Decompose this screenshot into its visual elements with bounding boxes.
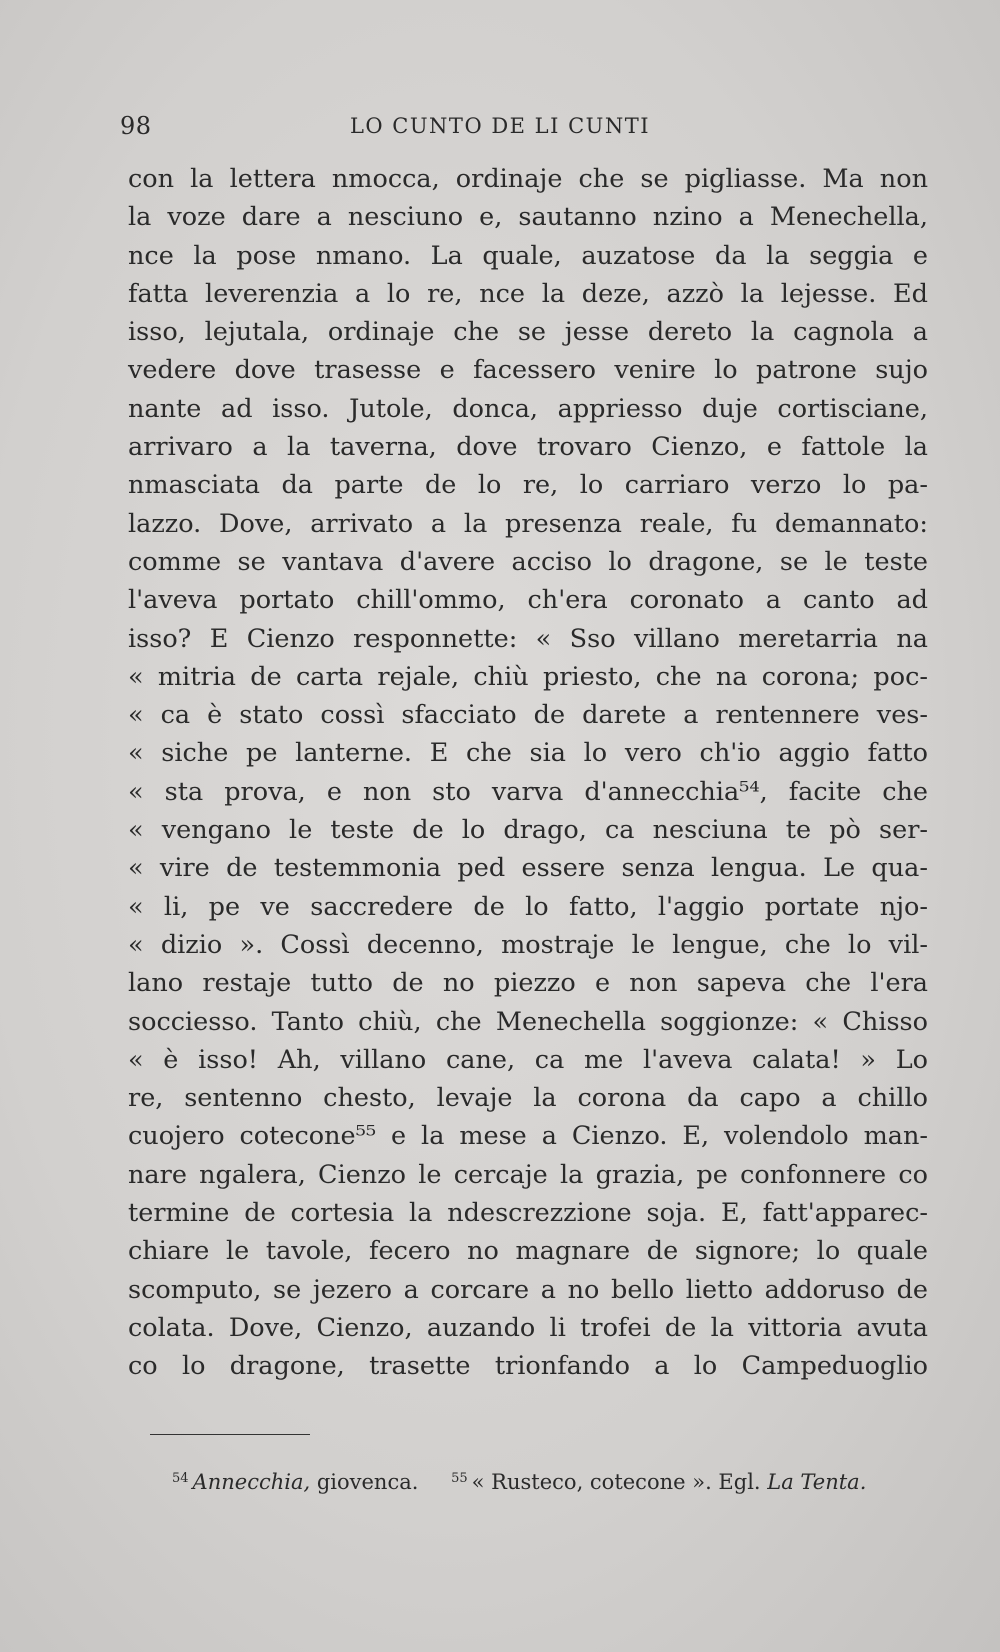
text-line: « dizio ». Cossì decenno, mostraje le lengue, che lo vil- (128, 929, 928, 960)
body-text (128, 160, 928, 1386)
text-line: « vengano le teste de lo drago, ca nesciuna te pò ser- (128, 815, 928, 846)
text-line: nante ad isso. Jutole, donca, appriesso duje cortisciane, (128, 393, 928, 424)
page-number: 98 (120, 112, 152, 140)
text-line: vedere dove trasesse e facessero venire lo patrone sujo (128, 355, 928, 386)
text-line: « li, pe ve saccredere de lo fatto, l'aggio portate njo- (128, 891, 928, 922)
footnote-term: Annecchia, (192, 1470, 311, 1494)
text-line: isso, lejutala, ordinaje che se jesse dereto la cagnola a (128, 317, 928, 348)
footnote-gloss: giovenca. (310, 1470, 419, 1494)
text-line: chiare le tavole, fecero no magnare de signore; lo quale (128, 1236, 928, 1267)
text-line: fatta leverenzia a lo re, nce la deze, azzò la lejesse. Ed (128, 278, 928, 309)
footnote-gloss: « Rusteco, cotecone ». Egl. (471, 1470, 768, 1494)
text-line: comme se vantava d'avere acciso lo dragone, se le teste (128, 546, 928, 577)
text-line: scomputo, se jezero a corcare a no bello lietto addoruso de (128, 1274, 928, 1305)
text-line: cuojero cotecone⁵⁵ e la mese a Cienzo. E, volendolo man- (128, 1121, 928, 1152)
text-line: termine de cortesia la ndescrezzione soja. E, fatt'apparec- (128, 1198, 928, 1229)
text-line: nce la pose nmano. La quale, auzatose da la seggia e (128, 240, 928, 271)
text-line: arrivaro a la taverna, dove trovaro Cienzo, e fattole la (128, 432, 928, 463)
text-line: l'aveva portato chill'ommo, ch'era coronato a canto ad (128, 585, 928, 616)
footnote-55 (451, 1470, 866, 1494)
footnote-marker: 55 (451, 1471, 468, 1486)
text-line: socciesso. Tanto chiù, che Menechella soggionze: « Chisso (128, 1006, 928, 1037)
text-line: con la lettera nmocca, ordinaje che se pigliasse. Ma non (128, 164, 928, 194)
text-line: « vire de testemmonia ped essere senza lengua. Le qua- (128, 853, 928, 884)
footnote-marker: 54 (172, 1471, 189, 1486)
text-line: « siche pe lanterne. E che sia lo vero ch'io aggio fatto (128, 738, 928, 769)
text-line: « sta prova, e non sto varva d'annecchia⁵⁴, facite che (128, 776, 928, 807)
footnotes (172, 1470, 928, 1494)
footnote-54 (172, 1470, 418, 1494)
text-line: nare ngalera, Cienzo le cercaje la grazia, pe confonnere co (128, 1159, 928, 1190)
page-header (120, 112, 880, 152)
text-line: « mitria de carta rejale, chiù priesto, che na corona; poc- (128, 661, 928, 692)
text-line: lano restaje tutto de no piezzo e non sapeva che l'era (128, 968, 928, 999)
footnote-source: La Tenta. (767, 1470, 867, 1494)
text-line: « ca è stato cossì sfacciato de darete a rentennere ves- (128, 700, 928, 731)
text-line: « è isso! Ah, villano cane, ca me l'aveva calata! » Lo (128, 1044, 928, 1075)
text-line: nmasciata da parte de lo re, lo carriaro verzo lo pa- (128, 470, 928, 501)
text-line: re, sentenno chesto, levaje la corona da capo a chillo (128, 1083, 928, 1114)
text-line: lazzo. Dove, arrivato a la presenza reale, fu demannato: (128, 508, 928, 539)
text-line: isso? E Cienzo responnette: « Sso villano meretarria na (128, 623, 928, 654)
text-line: co lo dragone, trasette trionfando a lo Campeduoglio (128, 1351, 928, 1382)
footnote-rule (150, 1434, 310, 1435)
text-line: la voze dare a nesciuno e, sautanno nzino a Menechella, (128, 202, 928, 233)
text-line: colata. Dove, Cienzo, auzando li trofei de la vittoria avuta (128, 1312, 928, 1343)
running-title: LO CUNTO DE LI CUNTI (349, 114, 651, 138)
